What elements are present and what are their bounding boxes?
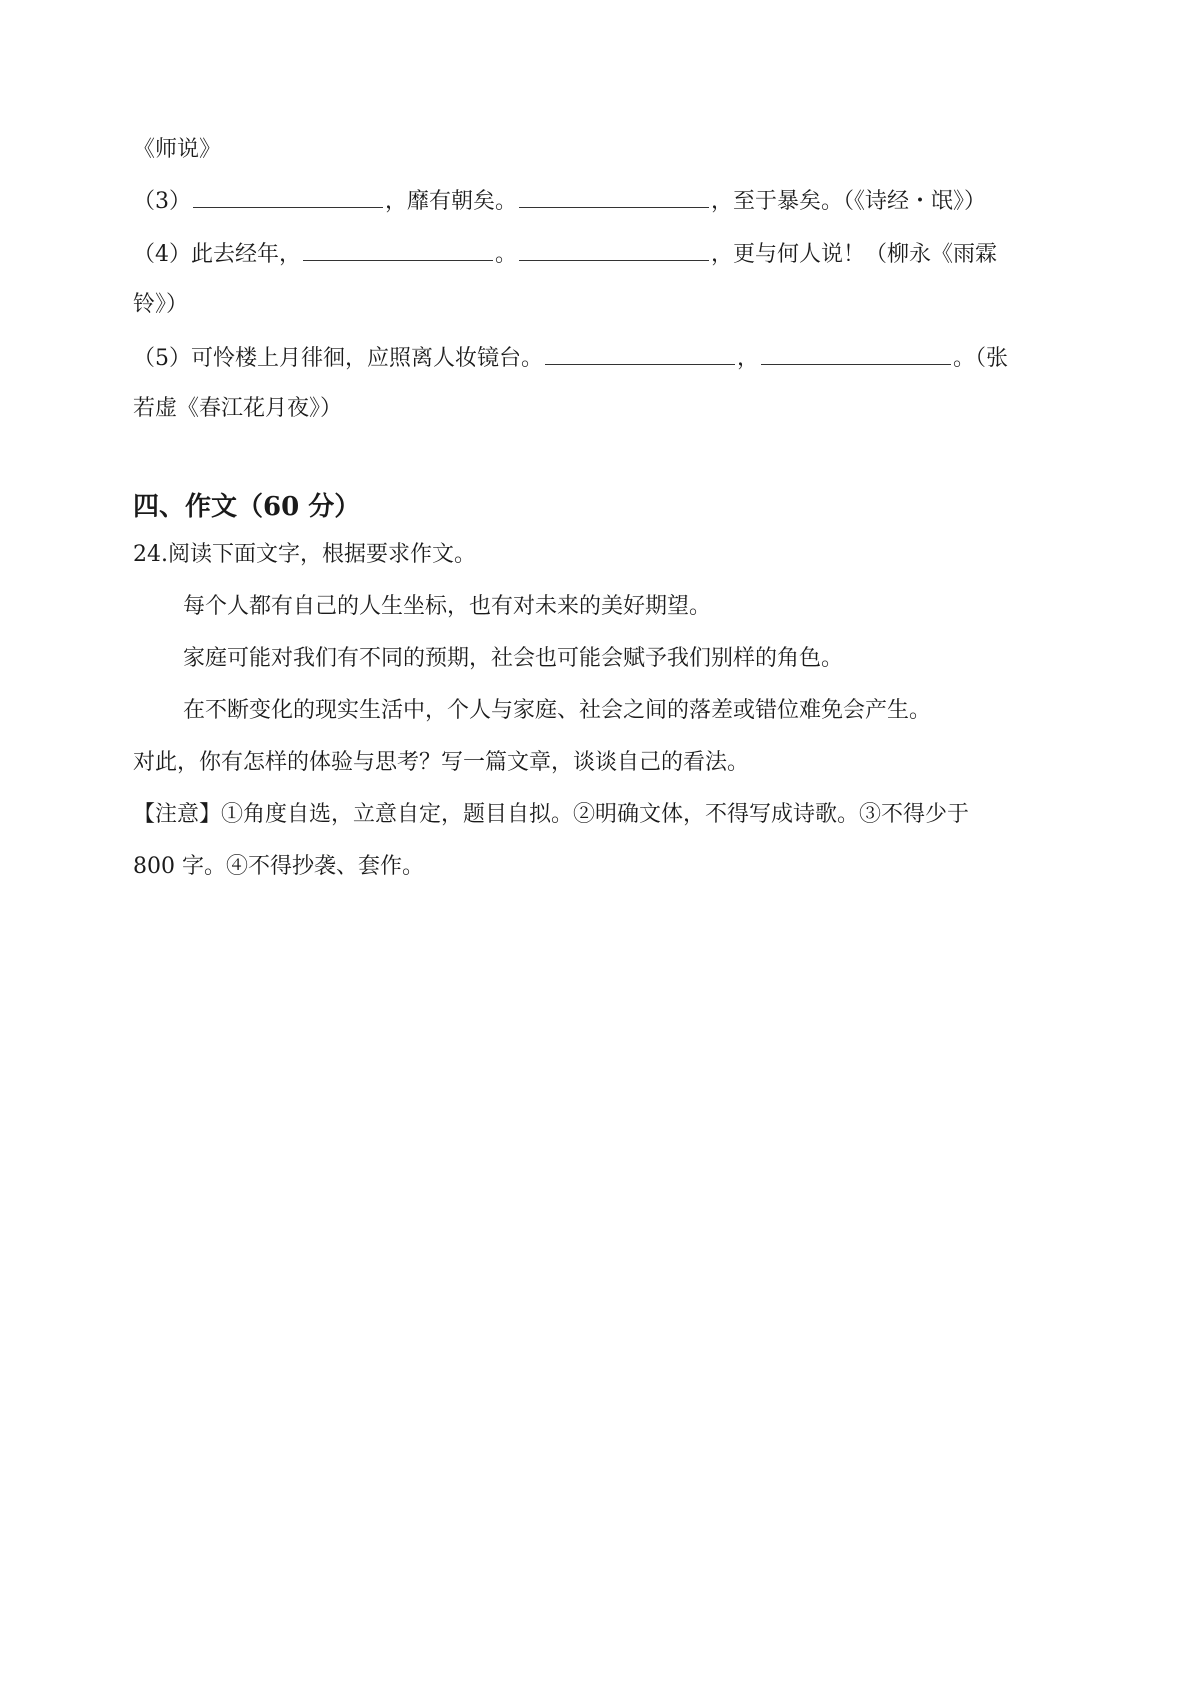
prompt-paragraph-1: 每个人都有自己的人生坐标，也有对未来的美好期望。 [183, 594, 712, 619]
fill-item-4 [133, 238, 997, 270]
item-3-blank-2[interactable] [519, 185, 709, 208]
section-heading-composition: 四、作文（60 分） [133, 492, 361, 522]
item-5-blank-1[interactable] [545, 342, 735, 365]
item-3-blank-1[interactable] [193, 185, 383, 208]
item-5-number: （5） [133, 346, 191, 371]
item-4-number: （4） [133, 242, 191, 267]
fill-item-3 [133, 185, 986, 217]
item-3-end-text: ，至于暴矣。（《诗经・氓》） [711, 189, 987, 214]
item-5-end-text: 。（张 [953, 346, 1009, 371]
item-4-pre-text: 此去经年， [191, 242, 302, 267]
item-4-middle-text: 。 [495, 242, 518, 267]
item-4-blank-1[interactable] [303, 238, 493, 261]
notice-line-1: 【注意】①角度自选，立意自定，题目自拟。②明确文体，不得写成诗歌。③不得少于 [133, 802, 970, 827]
fill-item-4-wrap: 铃》） [133, 292, 189, 317]
item-5-middle-text: ， [737, 346, 760, 371]
item-4-blank-2[interactable] [519, 238, 709, 261]
prompt-paragraph-4: 对此，你有怎样的体验与思考？写一篇文章，谈谈自己的看法。 [133, 750, 750, 775]
item-3-middle-text: ，靡有朝矣。 [385, 189, 518, 214]
item-3-number: （3） [133, 189, 191, 214]
item-4-end-text: ，更与何人说！（柳永《雨霖 [711, 242, 998, 267]
question-24-prompt: 24.阅读下面文字，根据要求作文。 [133, 542, 476, 567]
previous-item-tail: 《师说》 [133, 137, 222, 162]
fill-item-5 [133, 342, 1008, 374]
notice-line-2: 800 字。④不得抄袭、套作。 [133, 854, 424, 879]
item-5-pre-text: 可怜楼上月徘徊，应照离人妆镜台。 [191, 346, 544, 371]
fill-item-5-wrap: 若虚《春江花月夜》） [133, 396, 343, 421]
prompt-paragraph-3: 在不断变化的现实生活中，个人与家庭、社会之间的落差或错位难免会产生。 [183, 698, 932, 723]
item-5-blank-2[interactable] [761, 342, 951, 365]
prompt-paragraph-2: 家庭可能对我们有不同的预期，社会也可能会赋予我们别样的角色。 [183, 646, 844, 671]
